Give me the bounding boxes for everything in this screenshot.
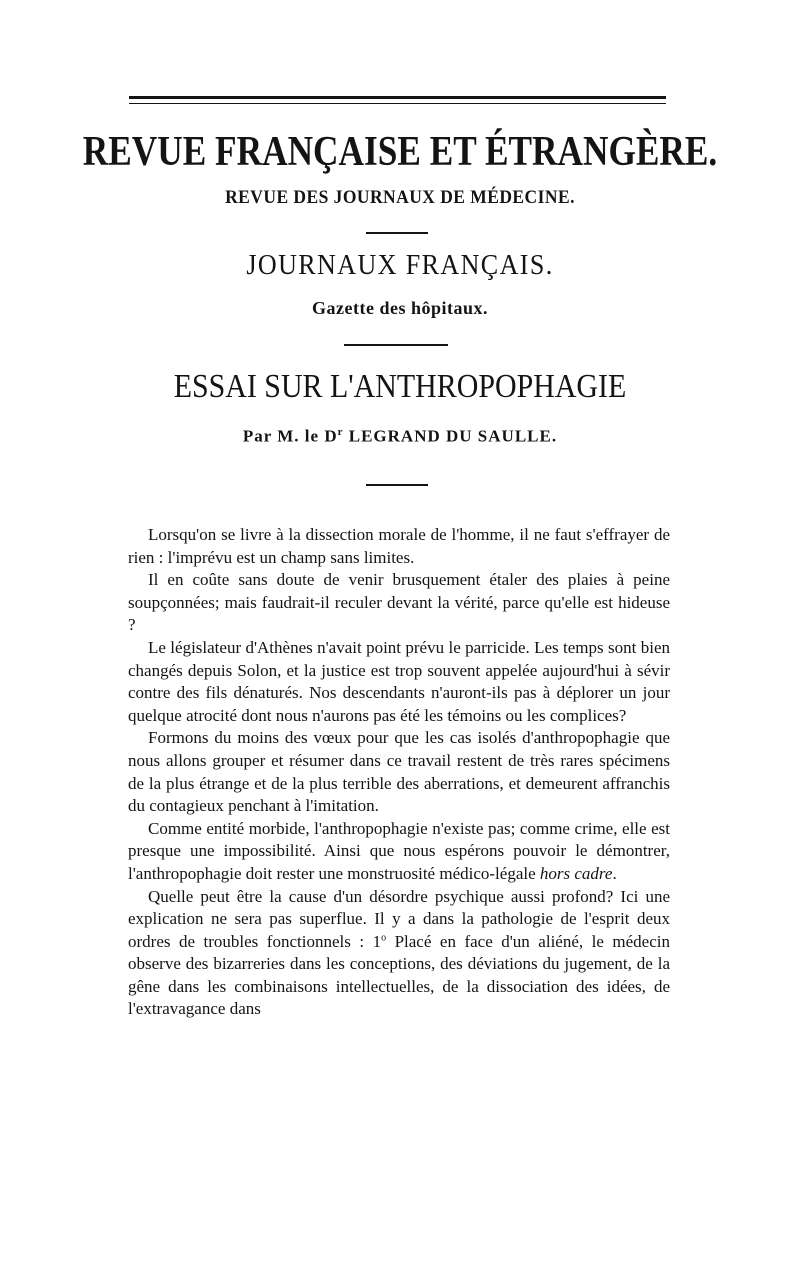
- paragraph-3: Le législateur d'Athènes n'avait point prévu le parricide. Les temps sont bien changés depuis Solon, et la justice est trop souvent appelée aujourd'hui à sévir contre des fils dénaturés. Nos descendants n'auront-ils pas à déplorer un jour quelque atrocité dont nous n'aurons pas été les témoins ou les complices?: [128, 637, 670, 725]
- p6-sup: o: [381, 932, 387, 944]
- journal-title: REVUE FRANÇAISE ET ÉTRANGÈRE.: [82, 129, 718, 175]
- paragraph-5: [128, 818, 670, 886]
- paragraph-6: [128, 886, 670, 1022]
- journal-subtitle: REVUE DES JOURNAUX DE MÉDECINE.: [225, 187, 575, 208]
- paragraph-4: Formons du moins des vœux pour que les cas isolés d'anthropophagie que nous allons grouper et résumer dans ce travail restent de très rares spécimens de la plus étrange et de la plus terrible des aberrations, et demeurent affranchis du contagieux penchant à l'imitation.: [128, 728, 670, 816]
- paragraph-2: Il en coûte sans doute de venir brusquement étaler des plaies à peine soupçonnées; mais faudrait-il reculer devant la vérité, parce qu'elle est hideuse ?: [128, 570, 670, 635]
- article-author: [0, 426, 800, 447]
- short-rule-2: [344, 344, 448, 346]
- p6-start: Quelle peut être la cause d'un désordre psychique aussi profond? Ici une explication ne sera pas superflue. Il y a dans la pathologie de l'esprit deux ordres de troubles fonctionnels : 1: [128, 886, 670, 951]
- author-sup: r: [337, 426, 344, 438]
- top-rule-thick: [129, 96, 666, 99]
- author-prefix: Par M. le D: [242, 426, 338, 446]
- short-rule-1: [366, 232, 428, 234]
- paragraph-1: Lorsqu'on se livre à la dissection morale de l'homme, il ne faut s'effrayer de rien : l'imprévu est un champ sans limites.: [128, 525, 670, 567]
- p5-italic: hors cadre: [539, 863, 613, 883]
- top-rule-thin: [129, 103, 666, 104]
- section-heading: JOURNAUX FRANÇAIS.: [246, 250, 554, 281]
- article-title: ESSAI SUR L'ANTHROPOPHAGIE: [173, 368, 627, 405]
- p6-end: Placé en face d'un aliéné, le médecin observe des bizarreries dans les conceptions, des déviations du jugement, de la gêne dans les combinaisons intellectuelles, de la dissociation des idées, de l'extravagance dans: [128, 931, 670, 1019]
- author-name: LEGRAND DU SAULLE.: [343, 426, 558, 446]
- p5-end: .: [612, 863, 617, 883]
- p5-start: Comme entité morbide, l'anthropophagie n'existe pas; comme crime, elle est presque une impossibilité. Ainsi que nous espérons pouvoir le démontrer, l'anthropophagie doit rester une monstruosité médico-légale: [128, 818, 670, 883]
- source-heading: Gazette des hôpitaux.: [312, 298, 488, 318]
- article-body: [128, 524, 670, 1021]
- short-rule-3: [366, 484, 428, 486]
